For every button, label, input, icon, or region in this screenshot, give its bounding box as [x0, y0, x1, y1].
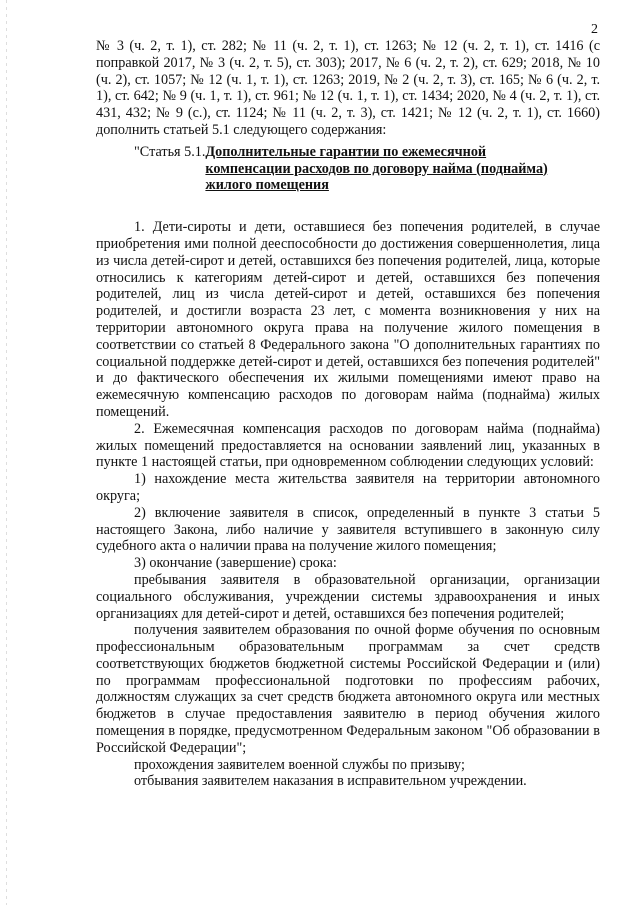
subcondition-3: прохождения заявителем военной службы по призыву; [134, 756, 465, 773]
intro-paragraph: № 3 (ч. 2, т. 1), ст. 282; № 11 (ч. 2, т. 1), ст. 1263; № 12 (ч. 2, т. 1), ст. 1416 (с поправкой 2017, № 3 (ч. 2, т. 5), ст. 303); 2017, № 6 (ч. 2, т. 2), ст. 629; 2018, № 10 (ч. 2), ст. 1057; № 12 (ч. 1, т. 1), ст. 1263; 2019, № 2 (ч. 2, т. 3), ст. 165; № 6 (ч. 2, т. 1), ст. 642; № 9 (ч. 1, т. 1), ст. 961; № 12 (ч. 1, т. 1), ст. 1434; 2020, № 4 (ч. 2, т. 1), ст. 431, 432; № 9 (с.), ст. 1124; № 11 (ч. 2, т. 3), ст. 1421; № 12 (ч. 2, т. 1), ст. 1660) дополнить статьей 5.1 следующего содержания: [96, 38, 600, 138]
heading-spacer [96, 194, 600, 219]
article-prefix: "Статья 5.1. [134, 143, 206, 160]
paragraph-2: 2. Ежемесячная компенсация расходов по договорам найма (поднайма) жилых помещений предоставляется на основании заявлений лиц, указанных в пункте 1 настоящей статьи, при одновременном соблюдении следующих условий: [96, 420, 600, 471]
paragraph-1: 1. Дети-сироты и дети, оставшиеся без попечения родителей, в случае приобретения ими полной дееспособности до достижения совершеннолетия, лица из числа детей-сирот и детей, оставшихся без попечения родителей, лица, которые относились к категориям детей-сирот и детей, оставшихся без попечения родителей, лиц из числа детей-сирот и детей, оставшихся без попечения родителей, и достигли возраста 23 лет, с момента возникновения у них на территории автономного округа права на получение жилого помещения в соответствии со статьей 8 Федерального закона "О дополнительных гарантиях по социальной поддержке детей-сирот и детей, оставшихся без попечения родителей" и до фактического обеспечения их жилыми помещениями имеют право на ежемесячную компенсацию расходов по договорам найма (поднайма) жилых помещений. [96, 219, 600, 420]
condition-3: 3) окончание (завершение) срока: [134, 555, 337, 572]
article-heading [96, 144, 600, 194]
scan-edge-artifact [6, 0, 7, 905]
subcondition-4: отбывания заявителем наказания в исправительном учреждении. [134, 773, 527, 790]
condition-1: 1) нахождение места жительства заявителя на территории автономного округа; [96, 471, 600, 504]
article-title: Дополнительные гарантии по ежемесячной компенсации расходов по договору найма (поднайма) жилого помещения [205, 143, 548, 194]
document-body [96, 38, 600, 790]
subcondition-2: получения заявителем образования по очной форме обучения по основным профессиональным образовательным программам за счет средств соответствующих бюджетов бюджетной системы Российской Федерации и (или) по программам профессиональной подготовки по профессиям рабочих, должностям служащих за счет средств бюджета автономного округа или местных бюджетов в случае предоставления заявителю в период обучения жилого помещения в порядке, предусмотренном Федеральным законом "Об образовании в Российской Федерации"; [96, 622, 600, 756]
subcondition-1: пребывания заявителя в образовательной организации, организации социального обслуживания, учреждении системы здравоохранения и иных организациях для детей-сирот и детей, оставшихся без попечения родителей; [96, 571, 600, 622]
page-number: 2 [591, 22, 598, 37]
condition-2: 2) включение заявителя в список, определенный в пункте 3 статьи 5 настоящего Закона, либо наличие у заявителя вступившего в законную силу судебного акта о наличии права на получение жилого помещения; [96, 504, 600, 555]
